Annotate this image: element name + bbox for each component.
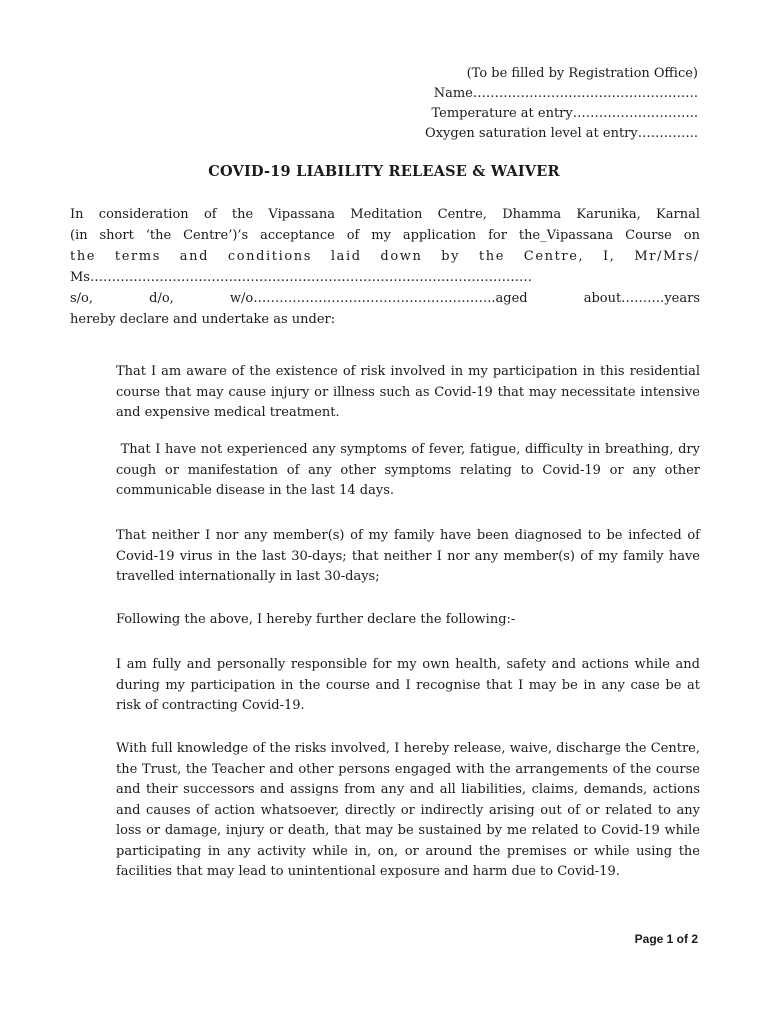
clause-no-symptoms: That I have not experienced any symptoms of fever, fatigue, difficulty in breathing, dry cough or manifestation of any other symptoms relating to Covid-19 or any other communicable disease in the last 14 days. xyxy=(116,442,700,498)
clause-further-declare: Following the above, I hereby further declare the following:- xyxy=(116,612,516,627)
office-heading: (To be filled by Registration Office) xyxy=(466,66,698,81)
intro-line: s/o, d/o, w/o………………………………………………..aged about……….years xyxy=(70,291,700,306)
document-title: COVID-19 LIABILITY RELEASE & WAIVER xyxy=(208,163,560,180)
intro-line: the terms and conditions laid down by the Centre, I, Mr/Mrs/ xyxy=(70,249,700,264)
temperature-field-line: Temperature at entry……………………….. xyxy=(431,106,698,121)
clause-risk-awareness: That I am aware of the existence of risk involved in my participation in this residential course that may cause injury or illness such as Covid-19 that may necessitate intensive and expensive medical treatment. xyxy=(116,364,700,420)
intro-line: In consideration of the Vipassana Meditation Centre, Dhamma Karunika, Karnal xyxy=(70,207,700,222)
intro-line: Ms………………………………………………………………………………………… xyxy=(70,270,532,285)
clause-no-exposure: That neither I nor any member(s) of my family have been diagnosed to be infected of Covid-19 virus in the last 30-days; that neither I nor any member(s) of my family have travelled internationally in last 30-days; xyxy=(116,528,700,584)
clause-release-waiver: With full knowledge of the risks involved, I hereby release, waive, discharge the Centre, the Trust, the Teacher and other persons engaged with the arrangements of the course and their successors and assigns from any and all liabilities, claims, demands, actions and causes of action whatsoever, directly or indirectly arising out of or related to any loss or damage, injury or death, that may be sustained by me related to Covid-19 while participating in any activity while in, on, or around the premises or while using the facilities that may lead to unintentional exposure and harm due to Covid-19. xyxy=(116,741,700,879)
oxygen-field-line: Oxygen saturation level at entry………….. xyxy=(425,126,698,141)
clause-personal-responsibility: I am fully and personally responsible for my own health, safety and actions while and during my participation in the course and I recognise that I may be in any case be at risk of contracting Covid-19. xyxy=(116,657,700,713)
intro-paragraph xyxy=(70,204,700,330)
page-number: Page 1 of 2 xyxy=(634,932,698,946)
registration-office-block xyxy=(368,64,698,144)
name-field-line: Name……………………………………………. xyxy=(433,86,698,101)
intro-line: hereby declare and undertake as under: xyxy=(70,312,336,327)
intro-line: (in short ‘the Centre’)’s acceptance of my application for the_Vipassana Course on xyxy=(70,228,700,243)
